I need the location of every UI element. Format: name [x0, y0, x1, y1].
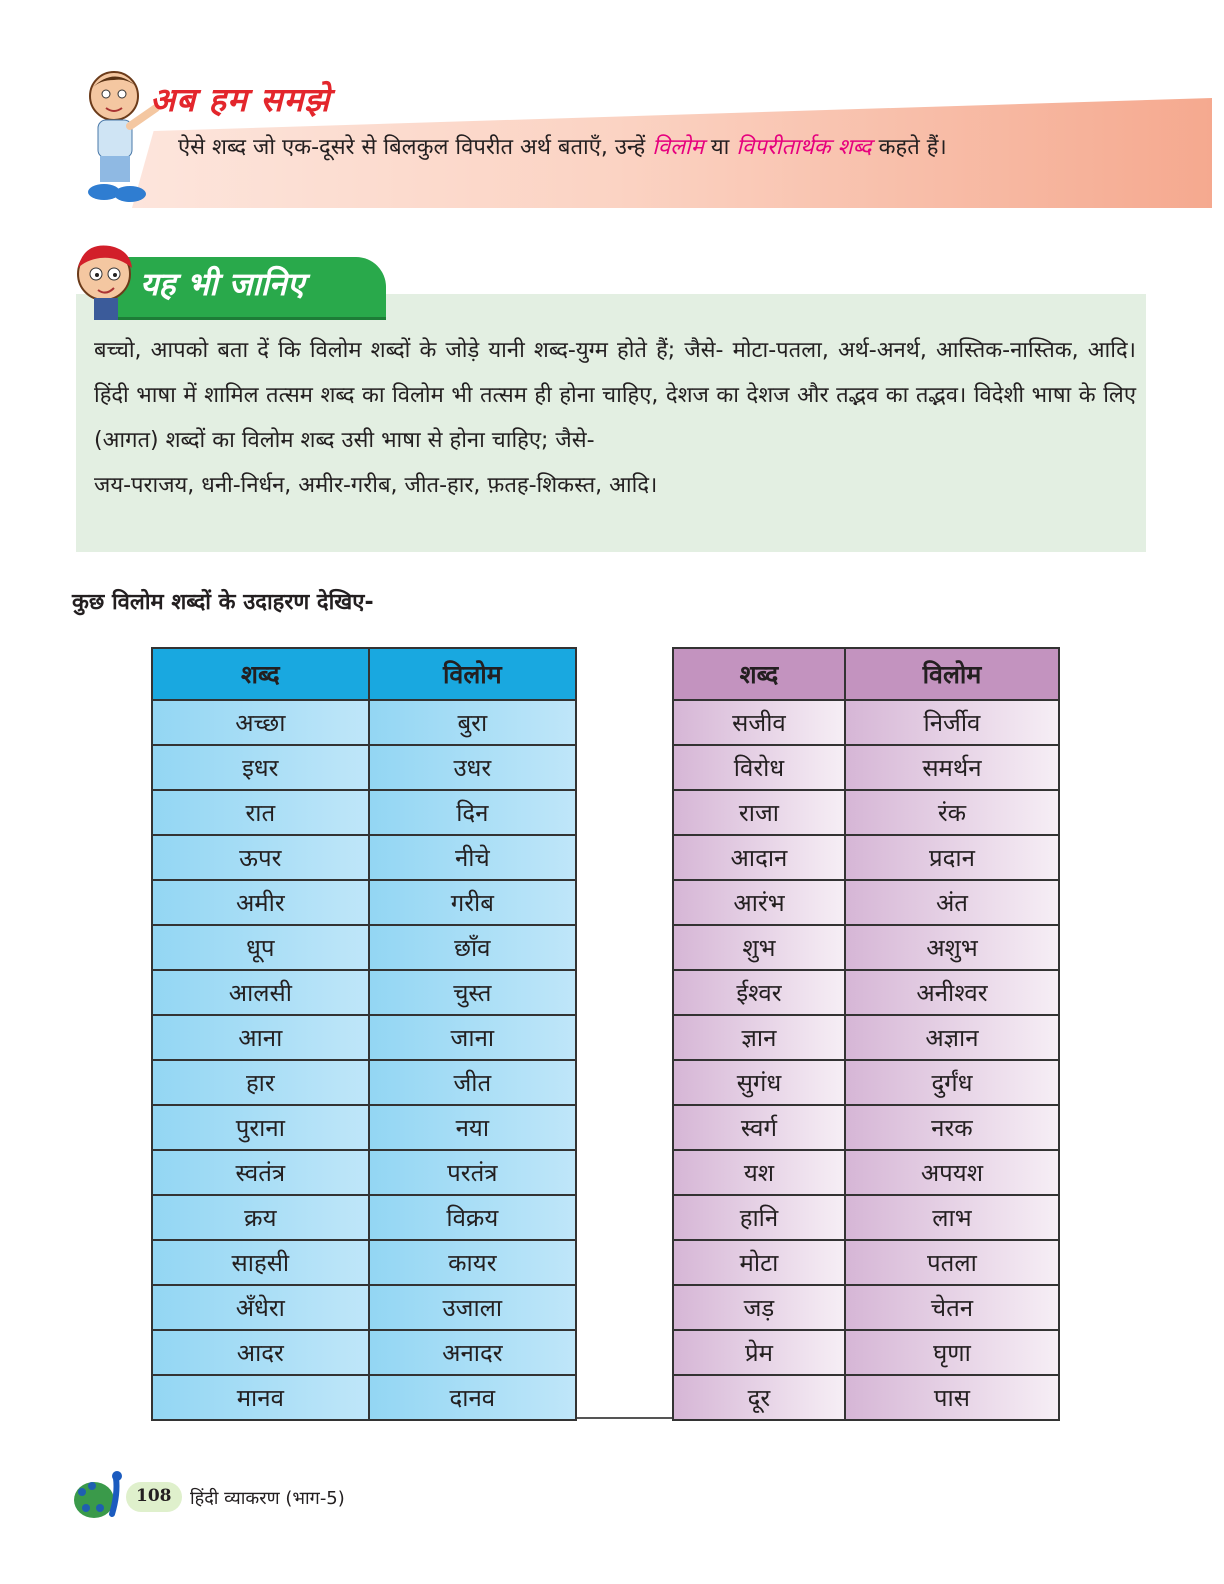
table-row [152, 970, 576, 1015]
table-row [152, 1240, 576, 1285]
table-row [152, 835, 576, 880]
table-row [152, 1105, 576, 1150]
antonym-cell: उधर [369, 745, 576, 790]
antonym-cell: अशुभ [845, 925, 1059, 970]
peeking-boy-icon [70, 238, 138, 320]
antonym-table-right [672, 647, 1060, 1421]
table-row [152, 1330, 576, 1375]
antonym-cell: परतंत्र [369, 1150, 576, 1195]
word-cell: मानव [152, 1375, 369, 1420]
word-cell: रात [152, 790, 369, 835]
antonym-cell: लाभ [845, 1195, 1059, 1240]
antonym-cell: घृणा [845, 1330, 1059, 1375]
table-row [673, 1015, 1059, 1060]
antonym-cell: गरीब [369, 880, 576, 925]
word-cell: धूप [152, 925, 369, 970]
word-cell: मोटा [673, 1240, 845, 1285]
antonym-cell: कायर [369, 1240, 576, 1285]
table-connector-line [577, 1417, 672, 1419]
antonym-cell: अपयश [845, 1150, 1059, 1195]
antonym-cell: जीत [369, 1060, 576, 1105]
table-row [673, 745, 1059, 790]
header-word: शब्द [673, 648, 845, 700]
table-row [673, 790, 1059, 835]
word-cell: आदर [152, 1330, 369, 1375]
table-row [152, 880, 576, 925]
highlight-vipritarthak: विपरीतार्थक शब्द [736, 135, 872, 160]
word-cell: राजा [673, 790, 845, 835]
table-row [673, 880, 1059, 925]
antonym-cell: प्रदान [845, 835, 1059, 880]
definition-text [178, 128, 1178, 168]
word-cell: दूर [673, 1375, 845, 1420]
word-cell: ईश्वर [673, 970, 845, 1015]
word-cell: आदान [673, 835, 845, 880]
table-row [152, 700, 576, 745]
antonym-cell: पतला [845, 1240, 1059, 1285]
antonym-cell: अनीश्वर [845, 970, 1059, 1015]
definition-part-1: ऐसे शब्द जो एक-दूसरे से बिलकुल विपरीत अर्थ बताएँ, उन्हें [178, 135, 653, 160]
table-row [673, 1375, 1059, 1420]
word-cell: स्वतंत्र [152, 1150, 369, 1195]
antonym-cell: अज्ञान [845, 1015, 1059, 1060]
antonym-cell: अंत [845, 880, 1059, 925]
table-row [673, 1195, 1059, 1240]
peacock-icon [72, 1464, 134, 1526]
antonym-cell: निर्जीव [845, 700, 1059, 745]
table-row [152, 790, 576, 835]
table-row [673, 970, 1059, 1015]
antonym-cell: पास [845, 1375, 1059, 1420]
examples-heading: कुछ विलोम शब्दों के उदाहरण देखिए- [72, 590, 374, 615]
word-cell: अमीर [152, 880, 369, 925]
word-cell: साहसी [152, 1240, 369, 1285]
header-antonym: विलोम [845, 648, 1059, 700]
word-cell: आना [152, 1015, 369, 1060]
antonym-cell: समर्थन [845, 745, 1059, 790]
table-row [152, 1195, 576, 1240]
table-row [152, 925, 576, 970]
table-row [152, 745, 576, 790]
info-text [94, 328, 1136, 508]
table-row [152, 1015, 576, 1060]
table-row [152, 1060, 576, 1105]
word-cell: विरोध [673, 745, 845, 790]
table-row [152, 1285, 576, 1330]
word-cell: ऊपर [152, 835, 369, 880]
word-cell: आरंभ [673, 880, 845, 925]
info-paragraph-2: जय-पराजय, धनी-निर्धन, अमीर-गरीब, जीत-हार, फ़तह-शिकस्त, आदि। [94, 473, 658, 498]
antonym-cell: जाना [369, 1015, 576, 1060]
antonym-cell: रंक [845, 790, 1059, 835]
antonym-cell: अनादर [369, 1330, 576, 1375]
word-cell: स्वर्ग [673, 1105, 845, 1150]
word-cell: शुभ [673, 925, 845, 970]
section-title-janiye: यह भी जानिए [140, 265, 305, 303]
antonym-cell: नया [369, 1105, 576, 1150]
definition-part-3: कहते हैं। [871, 135, 947, 160]
antonym-cell: विक्रय [369, 1195, 576, 1240]
antonym-table-left [151, 647, 577, 1421]
word-cell: अँधेरा [152, 1285, 369, 1330]
section-title-samjhe: अब हम समझे [150, 80, 331, 119]
word-cell: हानि [673, 1195, 845, 1240]
page-number: 108 [136, 1486, 172, 1506]
antonym-cell: नरक [845, 1105, 1059, 1150]
table-row [673, 1060, 1059, 1105]
highlight-vilom: विलोम [652, 135, 704, 160]
definition-part-2: या [703, 135, 737, 160]
word-cell: जड़ [673, 1285, 845, 1330]
antonym-cell: उजाला [369, 1285, 576, 1330]
word-cell: हार [152, 1060, 369, 1105]
header-antonym: विलोम [369, 648, 576, 700]
table-row [673, 1240, 1059, 1285]
table-row [673, 1285, 1059, 1330]
table-row [673, 700, 1059, 745]
word-cell: ज्ञान [673, 1015, 845, 1060]
table-row [152, 1375, 576, 1420]
antonym-cell: चुस्त [369, 970, 576, 1015]
word-cell: सजीव [673, 700, 845, 745]
antonym-cell: छाँव [369, 925, 576, 970]
word-cell: सुगंध [673, 1060, 845, 1105]
word-cell: अच्छा [152, 700, 369, 745]
word-cell: प्रेम [673, 1330, 845, 1375]
table-row [673, 925, 1059, 970]
antonym-cell: नीचे [369, 835, 576, 880]
header-word: शब्द [152, 648, 369, 700]
word-cell: क्रय [152, 1195, 369, 1240]
book-title: हिंदी व्याकरण (भाग-5) [190, 1488, 345, 1509]
info-paragraph-1: बच्चो, आपको बता दें कि विलोम शब्दों के जोड़े यानी शब्द-युग्म होते हैं; जैसे- मोटा-पतला, अर्थ-अनर्थ, आस्तिक-नास्तिक, आदि। हिंदी भाषा में शामिल तत्सम शब्द का विलोम भी तत्सम ही होना चाहिए, देशज का देशज और तद्भव का तद्भव। विदेशी भाषा के लिए (आगत) शब्दों का विलोम शब्द उसी भाषा से होना चाहिए; जैसे- [94, 338, 1136, 453]
table-row [673, 1150, 1059, 1195]
antonym-cell: दानव [369, 1375, 576, 1420]
antonym-cell: दुर्गंध [845, 1060, 1059, 1105]
table-row [152, 1150, 576, 1195]
word-cell: यश [673, 1150, 845, 1195]
antonym-cell: दिन [369, 790, 576, 835]
word-cell: इधर [152, 745, 369, 790]
antonym-cell: बुरा [369, 700, 576, 745]
table-row [673, 1105, 1059, 1150]
table-row [673, 835, 1059, 880]
word-cell: पुराना [152, 1105, 369, 1150]
table-row [673, 1330, 1059, 1375]
word-cell: आलसी [152, 970, 369, 1015]
antonym-cell: चेतन [845, 1285, 1059, 1330]
